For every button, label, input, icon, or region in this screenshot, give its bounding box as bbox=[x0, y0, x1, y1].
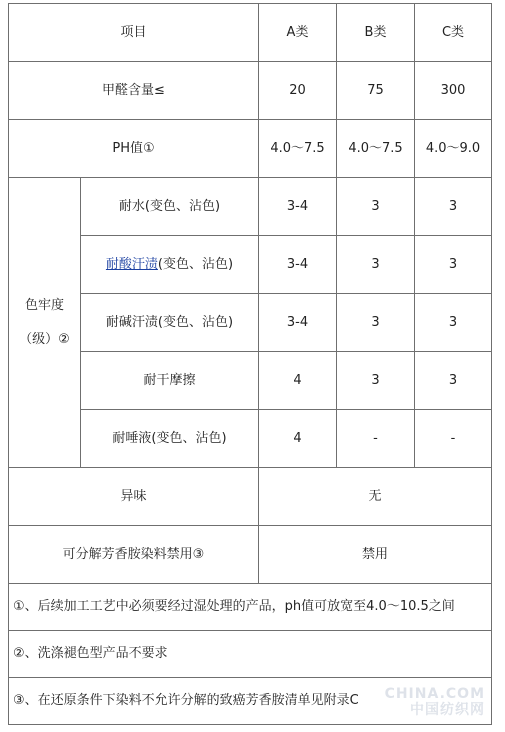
ph-b: 4.0～7.5 bbox=[336, 119, 415, 178]
fastness-acid-sweat-c: 3 bbox=[414, 235, 492, 294]
header-class-b: B类 bbox=[336, 3, 415, 62]
watermark-line2: 中国纺织网 bbox=[410, 702, 485, 718]
fastness-acid-sweat-a: 3-4 bbox=[258, 235, 337, 294]
color-fastness-group-label bbox=[8, 177, 81, 468]
watermark bbox=[385, 686, 485, 718]
odor-value: 无 bbox=[258, 467, 492, 526]
odor-label: 异味 bbox=[8, 467, 259, 526]
color-fastness-unit: （级）② bbox=[19, 331, 70, 347]
fastness-acid-sweat-label bbox=[80, 235, 259, 294]
azo-dye-value: 禁用 bbox=[258, 525, 492, 584]
fastness-alkali-sweat-b: 3 bbox=[336, 293, 415, 352]
fastness-saliva-b: - bbox=[336, 409, 415, 468]
fastness-water-b: 3 bbox=[336, 177, 415, 236]
ph-a: 4.0～7.5 bbox=[258, 119, 337, 178]
fastness-alkali-sweat-c: 3 bbox=[414, 293, 492, 352]
fastness-water-a: 3-4 bbox=[258, 177, 337, 236]
header-class-a: A类 bbox=[258, 3, 337, 62]
fastness-acid-sweat-b: 3 bbox=[336, 235, 415, 294]
fastness-dry-rub-c: 3 bbox=[414, 351, 492, 410]
formaldehyde-b: 75 bbox=[336, 61, 415, 120]
fastness-water-c: 3 bbox=[414, 177, 492, 236]
header-class-c: C类 bbox=[414, 3, 492, 62]
note-3: ③、在还原条件下染料不允许分解的致癌芳香胺清单见附录C bbox=[8, 677, 492, 725]
color-fastness-title: 色牢度 bbox=[24, 297, 64, 313]
fastness-saliva-label: 耐唾液(变色、沾色) bbox=[80, 409, 259, 468]
ph-c: 4.0～9.0 bbox=[414, 119, 492, 178]
formaldehyde-c: 300 bbox=[414, 61, 492, 120]
watermark-line1: CHINA.COM bbox=[384, 686, 485, 702]
formaldehyde-a: 20 bbox=[258, 61, 337, 120]
fastness-water-label: 耐水(变色、沾色) bbox=[80, 177, 259, 236]
fastness-alkali-sweat-label: 耐碱汗渍(变色、沾色) bbox=[80, 293, 259, 352]
header-item: 项目 bbox=[8, 3, 259, 62]
acid-sweat-link[interactable]: 耐酸汗渍 bbox=[105, 256, 158, 272]
fastness-alkali-sweat-a: 3-4 bbox=[258, 293, 337, 352]
note-2: ②、洗涤褪色型产品不要求 bbox=[8, 630, 492, 678]
fastness-dry-rub-a: 4 bbox=[258, 351, 337, 410]
fastness-dry-rub-b: 3 bbox=[336, 351, 415, 410]
fastness-saliva-a: 4 bbox=[258, 409, 337, 468]
standards-table bbox=[8, 3, 492, 725]
acid-sweat-label-rest: (变色、沾色) bbox=[157, 256, 234, 272]
fastness-dry-rub-label: 耐干摩擦 bbox=[80, 351, 259, 410]
ph-label: PH值① bbox=[8, 119, 259, 178]
azo-dye-label: 可分解芳香胺染料禁用③ bbox=[8, 525, 259, 584]
note-1: ①、后续加工工艺中必须要经过湿处理的产品，ph值可放宽至4.0～10.5之间 bbox=[8, 583, 492, 631]
formaldehyde-label: 甲醛含量≤ bbox=[8, 61, 259, 120]
fastness-saliva-c: - bbox=[414, 409, 492, 468]
